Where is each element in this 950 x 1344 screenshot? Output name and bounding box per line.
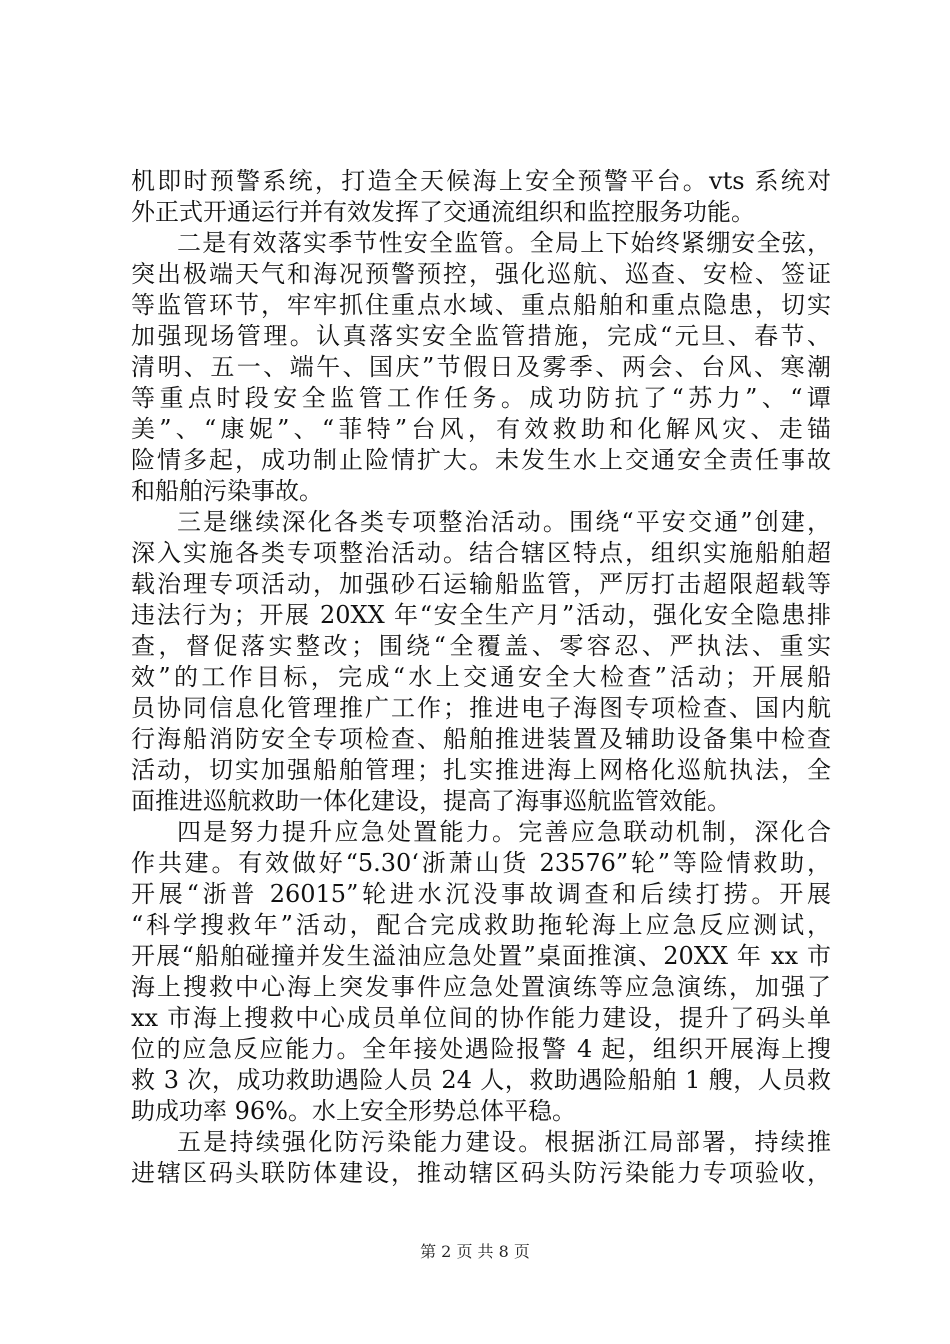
text-line: 违法行为；开展 20XX 年“安全生产月”活动，强化安全隐患排 <box>131 601 831 629</box>
paragraph-start-line: 二是有效落实季节性安全监管。全局上下始终紧绷安全弦， <box>177 229 831 257</box>
text-line: 作共建。有效做好“5.30‘浙萧山货 23576”轮”等险情救助， <box>131 849 831 877</box>
text-line: 活动，切实加强船舶管理；扎实推进海上网格化巡航执法，全 <box>131 756 831 784</box>
text-line: 进辖区码头联防体建设，推动辖区码头防污染能力专项验收， <box>131 1159 831 1187</box>
text-line: 行海船消防安全专项检查、船舶推进装置及辅助设备集中检查 <box>131 725 831 753</box>
text-line: 险情多起，成功制止险情扩大。未发生水上交通安全责任事故 <box>131 446 831 474</box>
text-line: 效”的工作目标，完成“水上交通安全大检查”活动；开展船 <box>131 663 831 691</box>
text-line: 查，督促落实整改；围绕“全覆盖、零容忍、严执法、重实 <box>131 632 831 660</box>
text-line: 外正式开通运行并有效发挥了交通流组织和监控服务功能。 <box>131 198 755 226</box>
text-line: 面推进巡航救助一体化建设，提高了海事巡航监管效能。 <box>131 787 731 815</box>
text-line: 海上搜救中心海上突发事件应急处置演练等应急演练，加强了 <box>131 973 831 1001</box>
text-line: 机即时预警系统，打造全天候海上安全预警平台。vts 系统对 <box>131 167 831 195</box>
paragraph-start-line: 五是持续强化防污染能力建设。根据浙江局部署，持续推 <box>177 1128 831 1156</box>
text-line: 救 3 次，成功救助遇险人员 24 人，救助遇险船舶 1 艘，人员救 <box>131 1066 831 1094</box>
text-line: 深入实施各类专项整治活动。结合辖区特点，组织实施船舶超 <box>131 539 831 567</box>
text-line: 美”、“康妮”、“菲特”台风，有效救助和化解风灾、走锚 <box>131 415 831 443</box>
text-line: 载治理专项活动，加强砂石运输船监管，严厉打击超限超载等 <box>131 570 831 598</box>
text-line: 员协同信息化管理推广工作；推进电子海图专项检查、国内航 <box>131 694 831 722</box>
text-line: 助成功率 96%。水上安全形势总体平稳。 <box>131 1097 576 1125</box>
paragraph-start-line: 四是努力提升应急处置能力。完善应急联动机制，深化合 <box>177 818 831 846</box>
text-line: 开展“浙普 26015”轮进水沉没事故调查和后续打捞。开展 <box>131 880 831 908</box>
document-body <box>131 166 831 1189</box>
page-number-footer: 第 2 页 共 8 页 <box>420 1242 530 1261</box>
text-line: 等监管环节，牢牢抓住重点水域、重点船舶和重点隐患，切实 <box>131 291 831 319</box>
text-line: 突出极端天气和海况预警预控，强化巡航、巡查、安检、签证 <box>131 260 831 288</box>
text-line: 位的应急反应能力。全年接处遇险报警 4 起，组织开展海上搜 <box>131 1035 831 1063</box>
text-line: 清明、五一、端午、国庆”节假日及雾季、两会、台风、寒潮 <box>131 353 831 381</box>
paragraph-start-line: 三是继续深化各类专项整治活动。围绕“平安交通”创建， <box>177 508 831 536</box>
text-line: 和船舶污染事故。 <box>131 477 323 505</box>
text-line: 开展“船舶碰撞并发生溢油应急处置”桌面推演、20XX 年 xx 市 <box>131 942 831 970</box>
text-line: 加强现场管理。认真落实安全监管措施，完成“元旦、春节、 <box>131 322 831 350</box>
text-line: 等重点时段安全监管工作任务。成功防抗了“苏力”、“谭 <box>131 384 831 412</box>
text-line: “科学搜救年”活动，配合完成救助拖轮海上应急反应测试， <box>131 911 831 939</box>
text-line: xx 市海上搜救中心成员单位间的协作能力建设，提升了码头单 <box>131 1004 831 1032</box>
